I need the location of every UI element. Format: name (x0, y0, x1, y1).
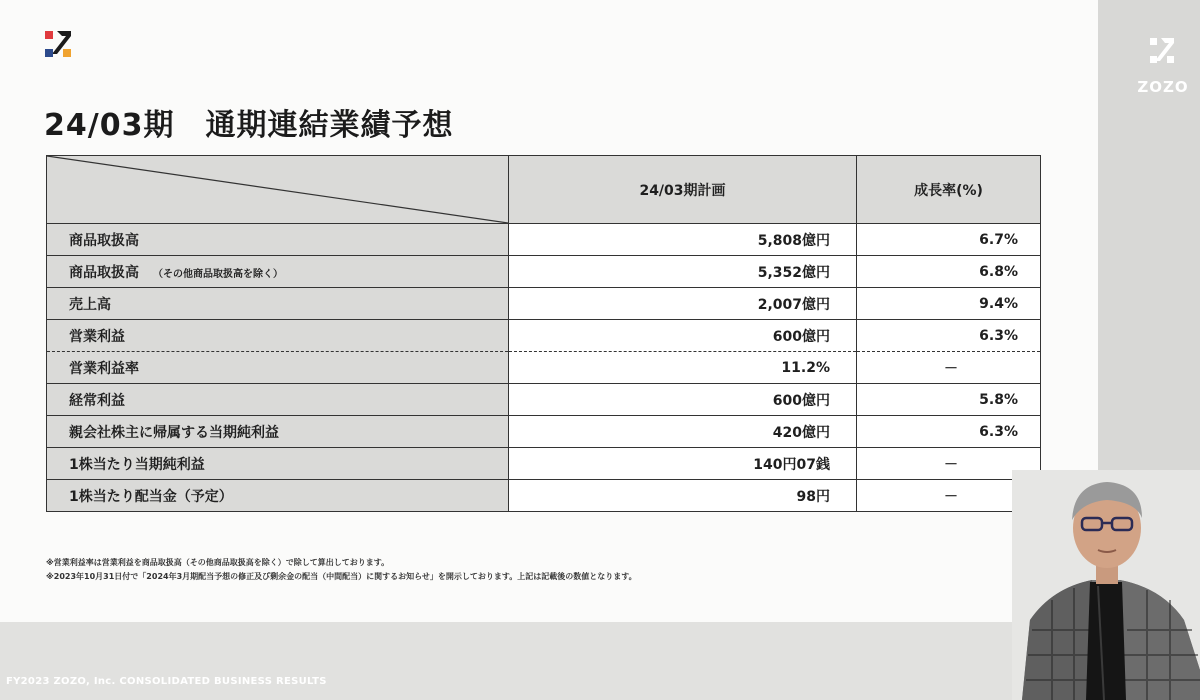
brand-name: ZOZO (1137, 78, 1189, 96)
plan-value: 140円07銭 (509, 448, 857, 480)
zozo-logo-icon (44, 30, 74, 60)
growth-value: 5.8% (857, 384, 1041, 416)
growth-value: 6.3% (857, 320, 1041, 352)
row-label: 経常利益 (47, 384, 509, 416)
column-header-growth: 成長率(%) (857, 156, 1041, 224)
table-row (47, 384, 1041, 416)
growth-value: － (857, 480, 1041, 512)
page-title: 24/03期 通期連結業績予想 (44, 108, 454, 143)
plan-value: 5,352億円 (509, 256, 857, 288)
row-label-sub: （その他商品取扱高を除く） (153, 268, 283, 280)
plan-value: 98円 (509, 480, 857, 512)
table-row (47, 224, 1041, 256)
zozo-logo-icon (1148, 36, 1176, 70)
column-header-plan: 24/03期計画 (509, 156, 857, 224)
row-label: 営業利益率 (47, 352, 509, 384)
plan-value: 600億円 (509, 320, 857, 352)
row-label: 1株当たり当期純利益 (47, 448, 509, 480)
row-label: 売上高 (47, 288, 509, 320)
row-label: 営業利益 (47, 320, 509, 352)
footer-text: FY2023 ZOZO, Inc. CONSOLIDATED BUSINESS RESULTS (6, 676, 327, 687)
growth-value: 6.8% (857, 256, 1041, 288)
row-label: 親会社株主に帰属する当期純利益 (47, 416, 509, 448)
footnote: ※2023年10月31日付で「2024年3月期配当予想の修正及び剰余金の配当（中間配当）に関するお知らせ」を開示しております。上記は記載後の数値となります。 (46, 572, 637, 581)
row-label-text: 商品取扱高 (69, 264, 139, 281)
table-row (47, 288, 1041, 320)
growth-value: 6.7% (857, 224, 1041, 256)
plan-value: 11.2% (509, 352, 857, 384)
table-row (47, 448, 1041, 480)
growth-value: 9.4% (857, 288, 1041, 320)
presenter-video (1012, 470, 1200, 700)
table-row (47, 416, 1041, 448)
diagonal-header-cell (47, 156, 509, 224)
growth-value: 6.3% (857, 416, 1041, 448)
growth-value: － (857, 448, 1041, 480)
footnotes (46, 556, 637, 584)
table-row (47, 352, 1041, 384)
plan-value: 600億円 (509, 384, 857, 416)
row-label (47, 256, 509, 288)
table-row (47, 320, 1041, 352)
diagonal-line (47, 156, 508, 223)
table-header-row (47, 156, 1041, 224)
forecast-table (46, 155, 1041, 512)
table-row (47, 256, 1041, 288)
table-row (47, 480, 1041, 512)
row-label: 1株当たり配当金（予定） (47, 480, 509, 512)
footnote: ※営業利益率は営業利益を商品取扱高（その他商品取扱高を除く）で除して算出しております。 (46, 558, 390, 567)
plan-value: 2,007億円 (509, 288, 857, 320)
growth-value: － (857, 352, 1041, 384)
plan-value: 420億円 (509, 416, 857, 448)
plan-value: 5,808億円 (509, 224, 857, 256)
row-label: 商品取扱高 (47, 224, 509, 256)
